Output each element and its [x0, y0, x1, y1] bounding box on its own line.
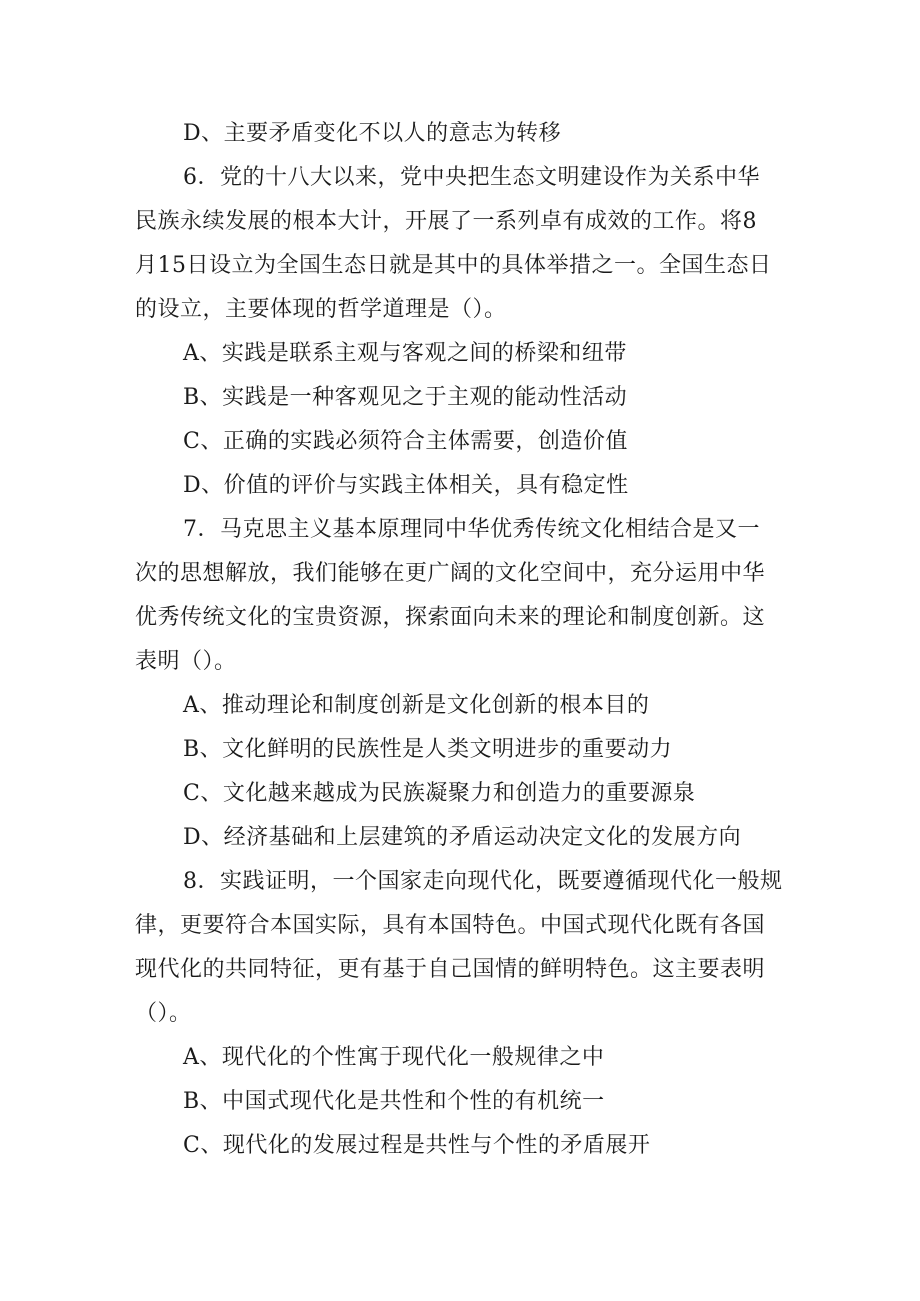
option-d-q5: D、主要矛盾变化不以人的意志为转移: [183, 121, 562, 146]
question-6-line-2: 民族永续发展的根本大计，开展了一系列卓有成效的工作。将8: [135, 209, 757, 234]
option-c-q6: C、正确的实践必须符合主体需要，创造价值: [183, 429, 628, 454]
option-b-q8: B、中国式现代化是共性和个性的有机统一: [183, 1089, 605, 1114]
question-6-line-1: 6．党的十八大以来，党中央把生态文明建设作为关系中华: [183, 165, 760, 190]
question-8-line-2: 律，更要符合本国实际，具有本国特色。中国式现代化既有各国: [135, 913, 766, 938]
option-d-q6: D、价值的评价与实践主体相关，具有稳定性: [183, 473, 629, 498]
option-c-q8: C、现代化的发展过程是共性与个性的矛盾展开: [183, 1133, 651, 1158]
question-6-line-3: 月15日设立为全国生态日就是其中的具体举措之一。全国生态日: [135, 253, 772, 278]
question-7-line-4: 表明（）。: [135, 649, 237, 674]
question-text-block: [135, 112, 790, 1168]
option-d-q7: D、经济基础和上层建筑的矛盾运动决定文化的发展方向: [183, 825, 742, 850]
question-8-line-4: （）。: [135, 1001, 192, 1026]
question-8-line-3: 现代化的共同特征，更有基于自己国情的鲜明特色。这主要表明: [135, 957, 766, 982]
question-6-line-4: 的设立，主要体现的哲学道理是（）。: [135, 297, 507, 322]
option-a-q8: A、现代化的个性寓于现代化一般规律之中: [183, 1045, 605, 1070]
question-8-line-1: 8．实践证明，一个国家走向现代化，既要遵循现代化一般规: [183, 869, 783, 894]
option-b-q7: B、文化鲜明的民族性是人类文明进步的重要动力: [183, 737, 673, 762]
question-7-line-2: 次的思想解放，我们能够在更广阔的文化空间中，充分运用中华: [135, 561, 766, 586]
option-b-q6: B、实践是一种客观见之于主观的能动性活动: [183, 385, 628, 410]
question-7-line-1: 7．马克思主义基本原理同中华优秀传统文化相结合是又一: [183, 517, 760, 542]
question-7-line-3: 优秀传统文化的宝贵资源，探索面向未来的理论和制度创新。这: [135, 605, 766, 630]
option-c-q7: C、文化越来越成为民族凝聚力和创造力的重要源泉: [183, 781, 696, 806]
option-a-q6: A、实践是联系主观与客观之间的桥梁和纽带: [183, 341, 627, 366]
option-a-q7: A、推动理论和制度创新是文化创新的根本目的: [183, 693, 650, 718]
